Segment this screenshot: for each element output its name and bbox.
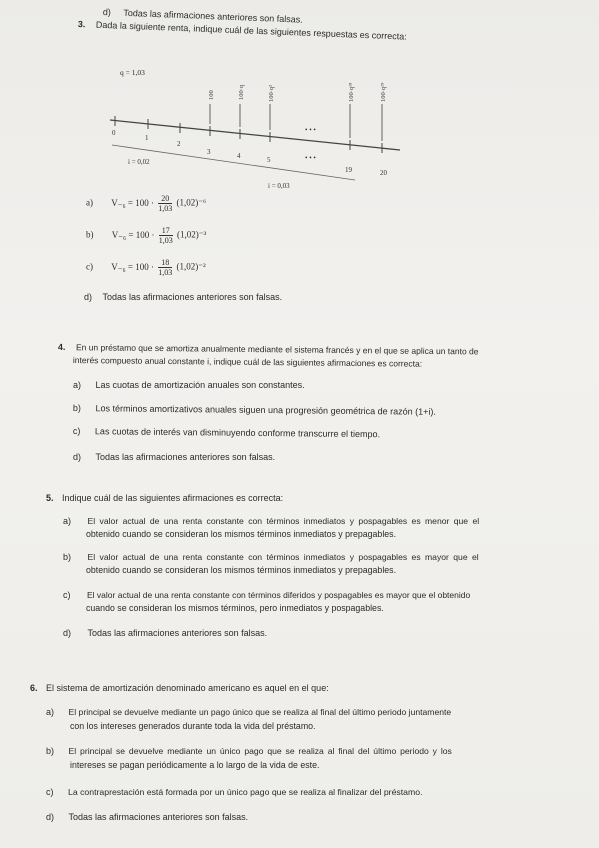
option-text: Todas las afirmaciones anteriores son falsas.: [95, 452, 276, 462]
amount-label: 100: [208, 90, 215, 100]
option-letter: a): [46, 707, 55, 717]
question-text: Indique cuál de las siguientes afirmaciones es correcta:: [62, 493, 284, 503]
question-number: 3.: [77, 19, 86, 30]
q-value: q = 1,03: [120, 68, 145, 77]
q5-option-b-line2: obtenido cuando se consideran los mismos términos inmediatos y prepagables.: [86, 565, 397, 575]
tick-label: 0: [112, 129, 116, 137]
option-letter: a): [63, 516, 72, 526]
q6-statement: [30, 683, 329, 694]
q5-option-a: [63, 516, 479, 527]
formula-tail: (1,02)⁻²: [176, 261, 206, 272]
amount-label: 100·q¹⁸: [348, 82, 355, 102]
denominator: 1,03: [158, 236, 173, 245]
ellipsis-dots: • • •: [305, 126, 316, 134]
option-letter: a): [73, 380, 82, 390]
q6-option-d: [46, 812, 248, 823]
tick-label: 4: [237, 152, 241, 160]
tick-label: 5: [267, 156, 271, 164]
q4-option-c: [73, 426, 380, 440]
amount-label: 100·q: [238, 84, 245, 100]
option-letter: c): [46, 787, 54, 797]
fraction: [158, 194, 172, 213]
option-text: Todas las afirmaciones anteriores son falsas.: [68, 812, 249, 822]
q4-option-b: [73, 403, 436, 418]
fraction: [159, 226, 173, 245]
cash-flow-timeline: [100, 80, 410, 190]
formula-tail: (1,02)⁻⁶: [176, 197, 207, 208]
q4-option-a: [73, 380, 305, 391]
tick-label: 2: [177, 140, 181, 148]
option-letter: c): [86, 261, 93, 272]
option-text: El principal se devuelve mediante un pago único que se realiza al final del último periodo juntamente: [68, 707, 452, 717]
option-text: Las cuotas de amortización anuales son constantes.: [95, 380, 305, 390]
amount-label: 100·q¹⁹: [380, 82, 387, 102]
q6-option-a: [46, 707, 451, 718]
amount-label: 100·q²: [268, 84, 275, 102]
formula-lhs: V₋₆ = 100 ·: [111, 229, 155, 240]
tick-label: 20: [380, 169, 387, 177]
q3-option-d: [84, 292, 282, 303]
q3-option-a: [86, 194, 206, 213]
question-number: 4.: [57, 342, 66, 353]
q4-statement-line2: interés compuesto anual constante i, indique cuál de las siguientes afirmaciones es correcta:: [72, 355, 423, 369]
option-letter: d): [102, 7, 112, 18]
q6-option-c: [46, 787, 422, 798]
question-number: 5.: [46, 493, 54, 503]
question-text: Dada la siguiente renta, indique cuál de las siguientes respuestas es correcta:: [95, 19, 407, 42]
timeline-axis: [110, 120, 400, 150]
option-text: La contraprestación está formada por un único pago que se realiza al finalizar del préstamo.: [68, 787, 423, 797]
option-text: Todas las afirmaciones anteriores son falsas.: [123, 7, 303, 25]
q5-option-b: [63, 552, 479, 563]
denominator: 1,03: [158, 204, 173, 213]
rate-label: i = 0,03: [268, 182, 290, 190]
q5-option-d: [63, 628, 267, 639]
rate-label: i = 0,02: [128, 158, 150, 166]
formula-tail: (1,02)⁻³: [176, 229, 207, 240]
numerator: 20: [158, 194, 172, 204]
option-letter: b): [46, 746, 55, 756]
option-letter: c): [63, 590, 71, 600]
q4-option-d: [73, 452, 275, 463]
option-text: Las cuotas de interés van disminuyendo conforme transcurre el tiempo.: [94, 426, 381, 440]
numerator: 17: [159, 226, 173, 236]
fraction: [158, 258, 172, 277]
q5-statement: [46, 493, 283, 504]
q5-option-c: [63, 590, 470, 601]
question-text: En un préstamo que se amortiza anualmente mediante el sistema francés y en el que se aplica un tanto de: [75, 342, 479, 357]
q5-option-c-line2: cuando se consideran los mismos términos, pero inmediatos y pospagables.: [86, 603, 384, 613]
option-text: El principal se devuelve mediante un único pago que se realiza al final del último periodo y los: [68, 746, 452, 756]
option-letter: b): [72, 403, 82, 414]
q5-option-a-line2: obtenido cuando se consideran los mismos términos inmediatos y prepagables.: [86, 529, 397, 539]
tick-label: 19: [345, 166, 352, 174]
question-number: 6.: [30, 683, 38, 693]
option-letter: d): [63, 628, 72, 638]
option-letter: c): [72, 426, 81, 437]
option-text: Todas las afirmaciones anteriores son falsas.: [102, 292, 283, 302]
ellipsis-dots: • • •: [305, 154, 316, 162]
option-text: Los términos amortizativos anuales siguen una progresión geométrica de razón (1+i).: [95, 403, 436, 417]
q3-option-c: [86, 258, 206, 277]
q6-option-b-line2: intereses se pagan periódicamente a lo largo de la vida de este.: [70, 760, 320, 770]
numerator: 18: [158, 258, 172, 268]
option-letter: d): [84, 292, 93, 302]
q3-option-b: [86, 226, 206, 245]
tick-label: 3: [207, 148, 211, 156]
option-text: El valor actual de una renta constante con términos inmediatos y pospagables es menor que el: [87, 516, 480, 526]
option-letter: b): [86, 229, 94, 240]
q6-option-a-line2: con los intereses generados durante toda la vida del préstamo.: [70, 721, 316, 731]
formula-lhs: V₋₆ = 100 ·: [111, 197, 154, 208]
option-letter: b): [63, 552, 72, 562]
option-letter: a): [86, 197, 93, 208]
denominator: 1,03: [158, 268, 173, 277]
formula-lhs: V₋₆ = 100 ·: [111, 261, 154, 272]
option-text: Todas las afirmaciones anteriores son falsas.: [87, 628, 268, 638]
option-letter: d): [73, 452, 82, 462]
q6-option-b: [46, 746, 452, 757]
option-text: El valor actual de una renta constante con términos inmediatos y pospagables es mayor que el: [87, 552, 479, 562]
question-text: El sistema de amortización denominado americano es aquel en el que:: [46, 683, 329, 693]
tick-label: 1: [145, 134, 149, 142]
option-text: El valor actual de una renta constante con términos diferidos y pospagables es mayor que el obtenido: [87, 590, 471, 600]
option-letter: d): [46, 812, 55, 822]
